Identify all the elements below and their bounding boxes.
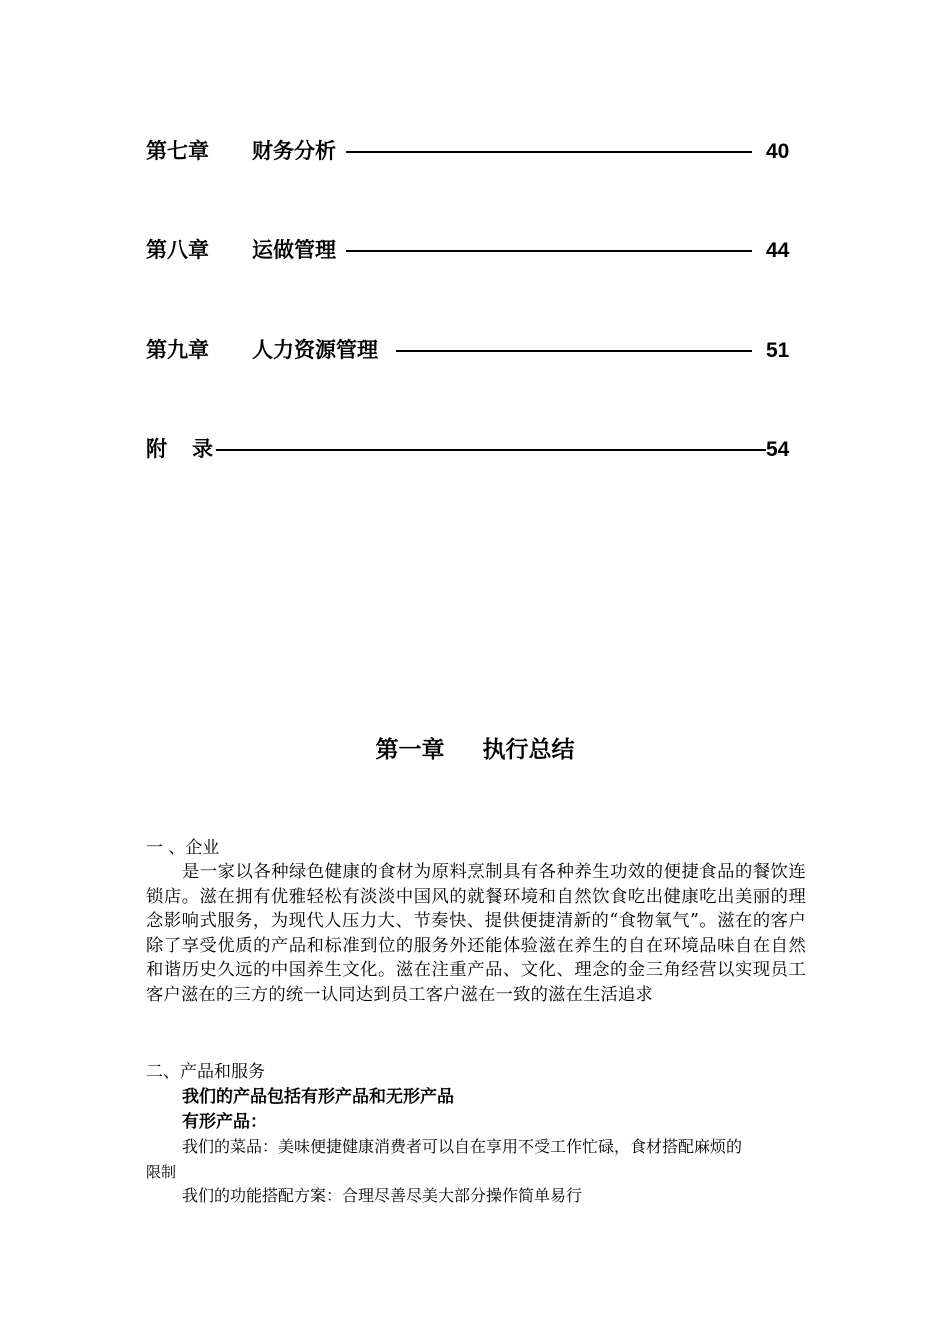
toc-row-7[interactable] — [146, 137, 791, 167]
chapter-number: 第一章 — [375, 736, 445, 762]
section-1-paragraph: 是一家以各种绿色健康的食材为原料烹制具有各种养生功效的便捷食品的餐饮连锁店。滋在拥有优雅轻松有淡淡中国风的就餐环境和自然饮食吃出健康吃出美丽的理念影响式服务，为现代人压力大、节奏快、提供便捷清新的“食物氧气”。滋在的客户除了享受优质的产品和标准到位的服务外还能体验滋在养生的自在环境品味自在自然和谐历史久远的中国养生文化。滋在注重产品、文化、理念的金三角经营以实现员工客户滋在的三方的统一认同达到员工客户滋在一致的滋在生活追求 — [146, 862, 806, 1005]
toc-row-9[interactable] — [146, 336, 791, 366]
toc-row-8[interactable] — [146, 236, 791, 266]
toc-chapter-number: 第七章 — [146, 140, 209, 163]
toc-chapter-title: 录 — [192, 438, 213, 461]
toc-chapter-title: 财务分析 — [252, 140, 336, 163]
toc-page-number: 40 — [766, 140, 790, 163]
toc-chapter-number: 第九章 — [146, 339, 209, 362]
dishes-line: 我们的菜品：美味便捷健康消费者可以自在享用不受工作忙碌，食材搭配麻烦的 — [182, 1137, 743, 1156]
toc-chapter-title: 人力资源管理 — [252, 339, 378, 362]
toc-leader-line — [346, 250, 752, 252]
toc-leader-line — [346, 151, 752, 153]
toc-page-number: 54 — [766, 438, 790, 461]
toc-leader-line — [396, 350, 752, 352]
chapter-title: 执行总结 — [482, 736, 575, 762]
tangible-products-label: 有形产品： — [182, 1112, 267, 1132]
toc-chapter-title: 运做管理 — [252, 239, 336, 262]
toc-chapter-number: 附 — [146, 438, 167, 461]
toc-page-number: 51 — [766, 339, 790, 362]
toc-leader-line — [216, 449, 766, 451]
chapter-heading — [0, 733, 950, 765]
dishes-line-continued: 限制 — [146, 1163, 177, 1181]
toc-page-number: 44 — [766, 239, 790, 262]
toc-chapter-number: 第八章 — [146, 239, 209, 262]
function-plan-line: 我们的功能搭配方案：合理尽善尽美大部分操作简单易行 — [182, 1186, 583, 1205]
section-1-heading: 一 、企业 — [146, 838, 220, 858]
products-subheading: 我们的产品包括有形产品和无形产品 — [182, 1087, 454, 1107]
toc-row-appendix[interactable] — [146, 435, 791, 465]
section-2-heading: 二、产品和服务 — [146, 1062, 265, 1082]
